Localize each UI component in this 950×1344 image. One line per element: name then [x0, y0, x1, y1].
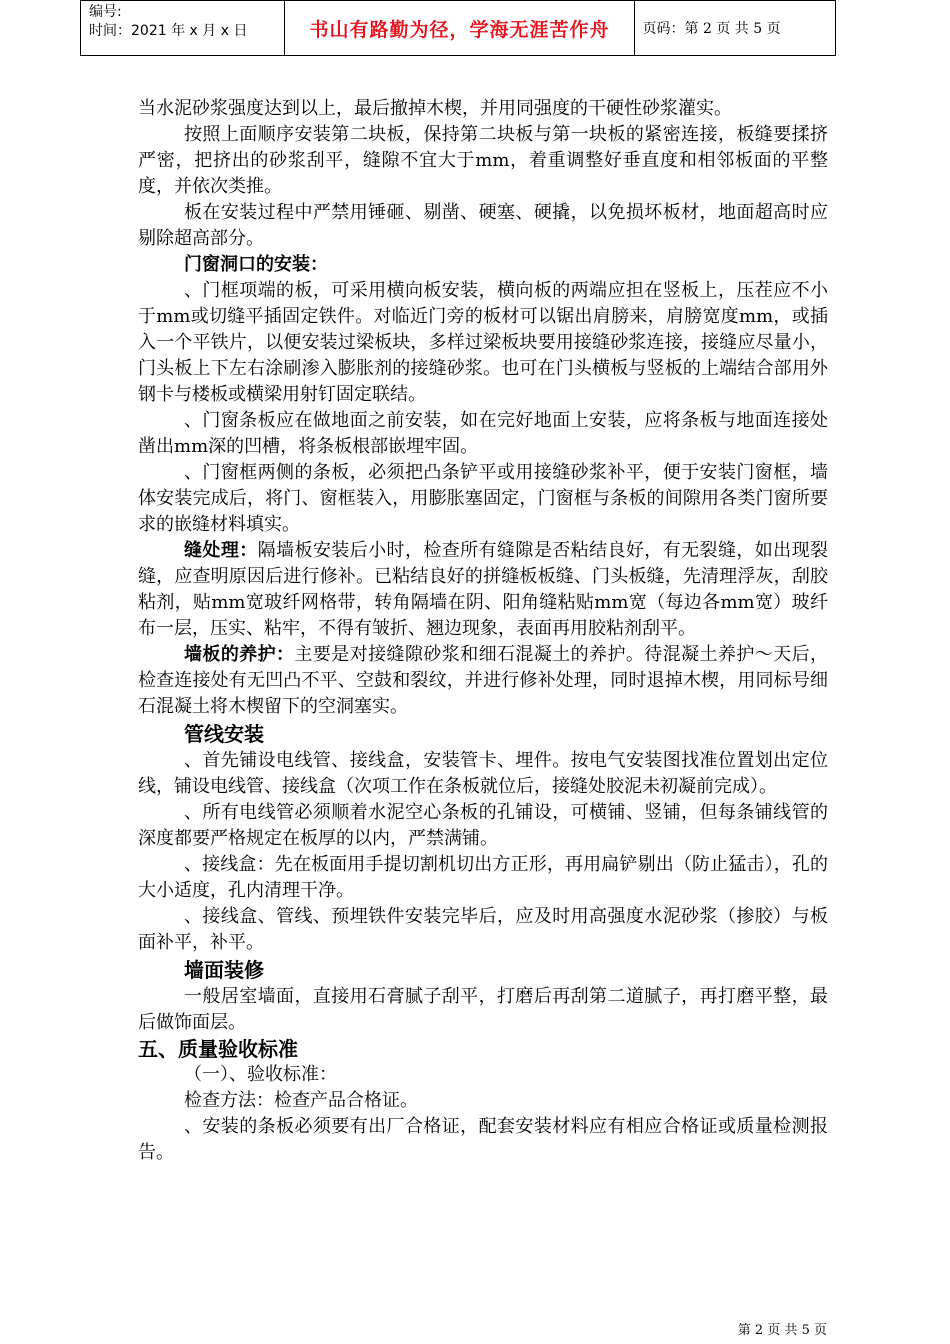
paragraph-wall-care: [138, 642, 828, 720]
subheading-door-window: 门窗洞口的安装：: [184, 254, 328, 275]
paragraph: 、接线盒、管线、预埋铁件安装完毕后，应及时用高强度水泥砂浆（掺胶）与板面补平，补平。: [138, 906, 828, 953]
care-label: 墙板的养护：: [184, 644, 295, 665]
paragraph: 、接线盒：先在板面用手提切割机切出方正形，再用扁铲剔出（防止猛击），孔的大小适度，孔内清理干净。: [138, 854, 828, 901]
header-page-info: 页码：第 2 页 共 5 页: [642, 21, 781, 37]
seam-text: 隔墙板安装后小时，检查所有缝隙是否粘结良好，有无裂缝，如出现裂缝，应查明原因后进行修补。已粘结良好的拼缝板板缝、门头板缝，先清理浮灰，刮胶粘剂，贴mm宽玻纤网格带，转角隔墙在阴、阳角缝粘贴mm宽（每边各mm宽）玻纤布一层，压实、粘牢，不得有皱折、翘边现象，表面再用胶粘剂刮平。: [138, 540, 829, 639]
time-line: 时间：2021 年 x 月 x 日: [89, 23, 248, 39]
paragraph: 当水泥砂浆强度达到以上，最后撤掉木楔，并用同强度的干硬性砂浆灌实。: [138, 98, 732, 119]
paragraph: 板在安装过程中严禁用锤砸、剔凿、硬塞、硬撬，以免损坏板材，地面超高时应剔除超高部分。: [138, 202, 828, 249]
header-motto: 书山有路勤为径，学海无涯苦作舟: [285, 1, 634, 55]
subsection-title: （一）、验收标准：: [184, 1064, 337, 1085]
paragraph: 、所有电线管必须顺着水泥空心条板的孔铺设，可横铺、竖铺，但每条铺线管的深度都要严格规定在板厚的以内，严禁满铺。: [138, 802, 828, 849]
page-header: [80, 0, 836, 56]
paragraph: 、安装的条板必须要有出厂合格证，配套安装材料应有相应合格证或质量检测报告。: [138, 1116, 828, 1163]
heading-wall-finish: 墙面装修: [184, 958, 264, 982]
page-footer: 第 2 页 共 5 页: [737, 1323, 827, 1338]
paragraph: 、门窗框两侧的条板，必须把凸条铲平或用接缝砂浆补平，便于安装门窗框，墙体安装完成后，将门、窗框装入，用膨胀塞固定，门窗框与条板的间隙用各类门窗所要求的嵌缝材料填实。: [138, 462, 828, 535]
paragraph: 检查方法：检查产品合格证。: [184, 1090, 418, 1111]
seam-label: 缝处理：: [184, 540, 258, 561]
paragraph: 一般居室墙面，直接用石膏腻子刮平，打磨后再刮第二道腻子，再打磨平整，最后做饰面层。: [138, 986, 828, 1033]
section-heading: 五、质量验收标准: [138, 1037, 298, 1061]
paragraph: 、门窗条板应在做地面之前安装，如在完好地面上安装，应将条板与地面连接处凿出mm深的凹槽，将条板根部嵌埋牢固。: [138, 410, 828, 457]
header-meta: [81, 1, 285, 55]
paragraph: 、首先铺设电线管、接线盒，安装管卡、埋件。按电气安装图找准位置划出定位线，铺设电线管、接线盒（次项工作在条板就位后，接缝处胶泥未初凝前完成）。: [138, 750, 828, 797]
heading-pipeline: 管线安装: [184, 722, 264, 746]
paragraph: 按照上面顺序安装第二块板，保持第二块板与第一块板的紧密连接，板缝要揉挤严密，把挤出的砂浆刮平，缝隙不宜大于mm，着重调整好垂直度和相邻板面的平整度，并依次类推。: [138, 124, 828, 197]
document-body: [138, 96, 828, 1166]
care-text: 主要是对接缝隙砂浆和细石混凝土的养护。待混凝土养护～天后，检查连接处有无凹凸不平、空鼓和裂纹，并进行修补处理，同时退掉木楔，用同标号细石混凝土将木楔留下的空洞塞实。: [138, 644, 829, 717]
number-label: 编号:: [89, 4, 122, 20]
paragraph: 、门框项端的板，可采用横向板安装，横向板的两端应担在竖板上，压茬应不小于mm或切缝平插固定铁件。对临近门旁的板材可以锯出肩膀来，肩膀宽度mm，或插入一个平铁片，以便安装过梁板块，多样过梁板块要用接缝砂浆连接，接缝应尽量小，门头板上下左右涂刷渗入膨胀剂的接缝砂浆。也可在门头横板与竖板的上端结合部用外钢卡与楼板或横梁用射钉固定联结。: [138, 280, 828, 405]
paragraph-seam-treatment: [138, 538, 828, 642]
